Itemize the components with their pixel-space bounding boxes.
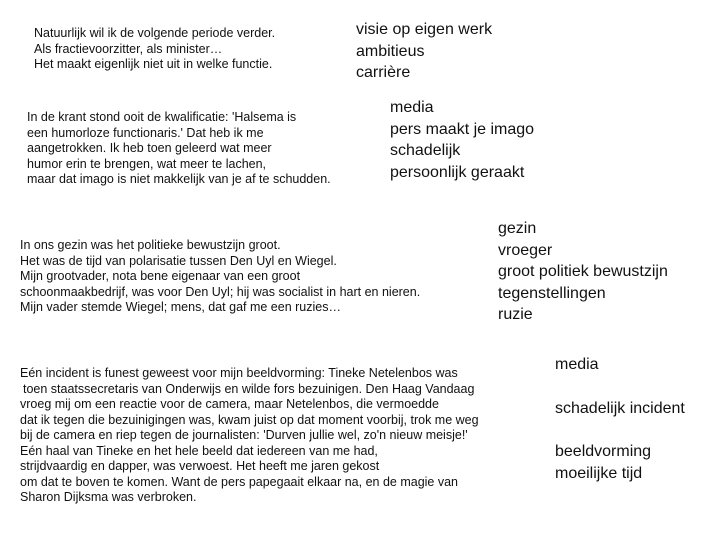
keyword: groot politiek bewustzijn — [498, 263, 668, 280]
quote-paragraph-1 — [34, 26, 275, 73]
quote-line: schoonmaakbedrijf, was voor Den Uyl; hij was socialist in hart en nieren. — [20, 284, 421, 299]
quote-line: aangetrokken. Ik heb toen geleerd wat meer — [27, 141, 272, 155]
quote-line: Sharon Dijksma was verbroken. — [20, 490, 197, 504]
quote-line: maar dat imago is niet makkelijk van je af te schudden. — [27, 172, 331, 186]
quote-line: een humorloze functionaris.' Dat heb ik me — [27, 125, 264, 140]
quote-line: Het was de tijd van polarisatie tussen Den Uyl en Wiegel. — [20, 253, 337, 268]
keyword-list-1 — [356, 19, 492, 84]
keyword: tegenstellingen — [498, 284, 606, 302]
quote-line: strijdvaardig en dapper, was verwoest. Het heeft me jaren gekost — [20, 459, 380, 473]
keyword: beeldvorming — [555, 443, 652, 460]
quote-line: Eén incident is funest geweest voor mijn beeldvorming: Tineke Netelenbos was — [20, 366, 458, 380]
keyword: media — [390, 99, 434, 116]
quote-paragraph-2 — [27, 110, 331, 188]
quote-line: dat ik tegen die bezuinigingen was, kwam juist op dat moment voorbij, trok me weg — [20, 412, 479, 427]
keyword: carrière — [356, 64, 411, 81]
keyword: schadelijk incident — [555, 400, 685, 417]
quote-paragraph-3 — [20, 238, 420, 316]
quote-line: Mijn grootvader, nota bene eigenaar van een groot — [20, 269, 301, 283]
keyword: media — [555, 356, 599, 373]
quote-line: Natuurlijk wil ik de volgende periode verder. — [34, 26, 276, 40]
quote-line: bij de camera en riep tegen de journalisten: 'Durven jullie wel, zo'n nieuw meisje!' — [20, 428, 468, 442]
keyword-list-4b — [555, 398, 685, 420]
quote-line: vroeg mij om een reactie voor de camera, maar Netelenbos, die vermoedde — [20, 397, 439, 411]
keyword: ruzie — [498, 306, 533, 323]
quote-line: humor erin te brengen, wat meer te lachen, — [27, 156, 267, 171]
keyword-list-2 — [390, 97, 534, 183]
quote-line: om dat te boven te komen. Want de pers papegaait elkaar na, en de magie van — [20, 474, 459, 489]
quote-line: Als fractievoorzitter, als minister… — [34, 41, 223, 56]
quote-paragraph-4 — [20, 366, 479, 506]
keyword-list-4c — [555, 441, 651, 484]
keyword-list-3 — [498, 218, 668, 326]
keyword: moeilijke tijd — [555, 464, 643, 482]
keyword: schadelijk — [390, 142, 461, 159]
quote-line: toen staatssecretaris van Onderwijs en wilde fors bezuinigen. Den Haag Vandaag — [23, 381, 475, 396]
keyword: pers maakt je imago — [390, 120, 535, 138]
quote-line: Mijn vader stemde Wiegel; mens, dat gaf me een ruzies… — [20, 300, 341, 314]
keyword: persoonlijk geraakt — [390, 163, 525, 181]
keyword: visie op eigen werk — [356, 21, 493, 38]
keyword: gezin — [498, 220, 537, 237]
quote-line: In ons gezin was het politieke bewustzijn groot. — [20, 238, 281, 252]
quote-line: In de krant stond ooit de kwalificatie: 'Halsema is — [27, 110, 297, 124]
quote-line: Eén haal van Tineke en het hele beeld dat iedereen van me had, — [20, 443, 378, 458]
quote-line: Het maakt eigenlijk niet uit in welke functie. — [34, 57, 273, 71]
keyword: ambitieus — [356, 42, 425, 60]
keyword-list-4 — [555, 354, 599, 376]
keyword: vroeger — [498, 241, 553, 259]
